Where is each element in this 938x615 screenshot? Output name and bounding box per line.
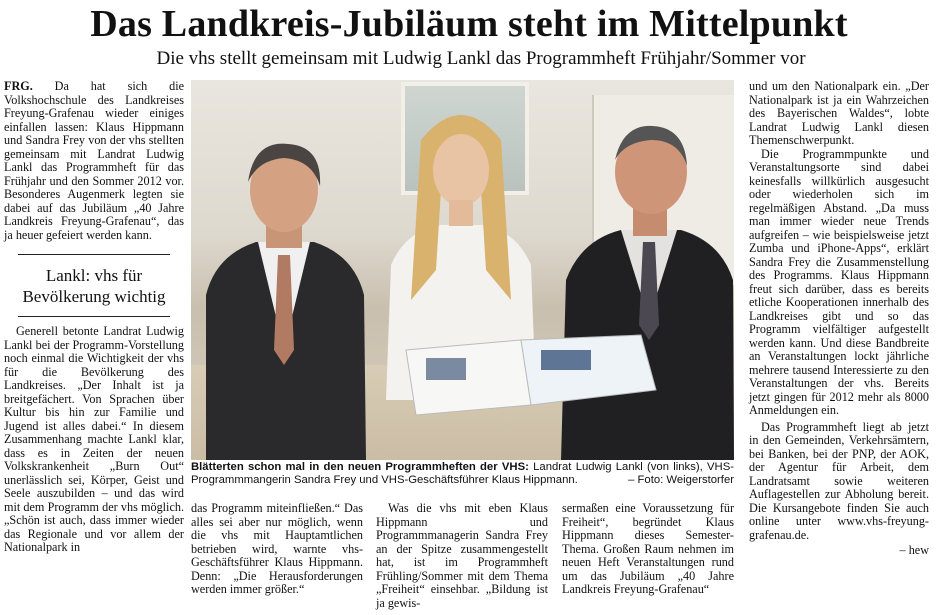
article-column-2 bbox=[191, 502, 363, 597]
paragraph: Die Programmpunkte und Veranstaltungsorte sind dabei keinesfalls willkürlich ausgesucht oder wiederholen sich im regelmäßigen Abstand. „Da muss man immer wieder neue Trends aufgreifen – wie beispielsweise jetzt Zumba und iPhone-Apps“, erklärt Sandra Frey die Zusammenstellung des Programms. Klaus Hippmann freut sich darüber, dass es bereits etliche Kooperationen innerhalb des Landkreises gibt und so das Programm vielfältiger aufgestellt werden kann. Und diese Bandbreite an Veranstaltungen lockt jährliche mehrere tausend Interessierte zu den Veranstaltungen der vhs. Bereits jetzt gingen für 2012 mehr als 8000 Anmeldungen ein. bbox=[749, 146, 929, 417]
article-column-3 bbox=[376, 502, 548, 610]
box-rule-top bbox=[18, 254, 170, 255]
headline: Das Landkreis-Jubiläum steht im Mittelpunkt bbox=[90, 3, 848, 45]
photo-credit: – Foto: Weigerstorfer bbox=[628, 474, 734, 486]
person-left bbox=[196, 120, 371, 460]
paragraph: Das Programmheft liegt ab jetzt in den Gemeinden, Verkehrsämtern, bei Banken, bei der PNP, der AOK, der Agentur für Arbeit, dem Landratsamt sowie weiteren Auflagestellen zur Abholung bereit. Die Kursangebote finden Sie auch online unter www.vhs-freyung-grafenau.de. bbox=[749, 419, 929, 542]
paragraph: sermaßen eine Voraussetzung für Freiheit“, begründet Klaus Hippmann dieses Semester-Thema. Großen Raum nehmen im neuen Heft Veranstaltungen rund um das Jubiläum „40 Jahre Landkreis Freyung-Grafenau“ bbox=[562, 501, 734, 596]
article-column-5 bbox=[749, 80, 929, 558]
brochures-on-desk bbox=[401, 330, 661, 420]
photo-caption bbox=[191, 461, 734, 487]
caption-text: Landrat Ludwig Lankl (von links), VHS-Programmmangerin Sandra Frey und VHS-Geschäftsführer Klaus Hippmann. bbox=[191, 461, 734, 486]
article-column-4 bbox=[562, 502, 734, 597]
article-column-1 bbox=[4, 80, 184, 555]
paragraph: Was die vhs mit eben Klaus Hippmann und Programmmanagerin Sandra Frey an der Spitze zusammengestellt hat, ist im Programmheft Frühling/Sommer mit dem Thema „Freiheit“ einsehbar. „Bildung ist ja gewis- bbox=[376, 501, 548, 610]
paragraph: das Programm miteinfließen.“ Das alles sei aber nur möglich, wenn die vhs mit Hauptamtlichen betrieben wird, warnte vhs-Geschäftsführer Klaus Hippmann. Denn: „Die Herausforderungen werden immer größer.“ bbox=[191, 501, 363, 596]
lead-text: Da hat sich die Volkshochschule des Landkreises Freyung-Grafenau wieder einiges einfallen lassen: Klaus Hippmann und Sandra Frey von der vhs stellten gemeinsam mit Landrat Ludwig Lankl das Programmheft für das Frühjahr und den Sommer 2012 vor. Besonderes Augenmerk legten sie dabei auf das Jubiläum „40 Jahre Landkreis Freyung-Grafenau“, das ja heuer gefeiert werden kann. bbox=[4, 79, 184, 242]
intermediate-heading: Lankl: vhs für Bevölkerung wichtig bbox=[22, 266, 166, 306]
paragraph: Generell betonte Landrat Ludwig Lankl bei der Programm-Vorstellung noch einmal die Wichtigkeit der vhs für die Bevölkerung des Landkreises. „Der Inhalt ist ja breitgefächert. Von Sprachen über Kultur bis hin zur Familie und Jugend ist alles dabei.“ In diesem Zusammenhang machte Lankl klar, dass es in Zeiten der neuen Volkskrankenheit „Burn Out“ unerlässlich sei, Körper, Geist und Seele auszubilden – und das wird mit dem Programm der vhs möglich. „Schön ist auch, dass immer wieder das Regionale und vor allem der Nationalpark in bbox=[4, 324, 184, 554]
author-signature: – hew bbox=[899, 543, 929, 557]
article-photo bbox=[191, 80, 734, 460]
caption-lead: Blätterten schon mal in den neuen Programmheften der VHS: bbox=[191, 461, 529, 473]
lead-paragraph bbox=[4, 80, 184, 242]
subheadline: Die vhs stellt gemeinsam mit Ludwig Lankl das Programmheft Frühjahr/Sommer vor bbox=[156, 48, 806, 69]
paragraph: und um den Nationalpark ein. „Der Nationalpark ist ja ein Wahrzeichen des Bayerischen Waldes“, lobte Landrat Ludwig Lankl diesen Themenschwerpunkt. bbox=[749, 79, 929, 147]
dateline: FRG. bbox=[4, 79, 33, 93]
